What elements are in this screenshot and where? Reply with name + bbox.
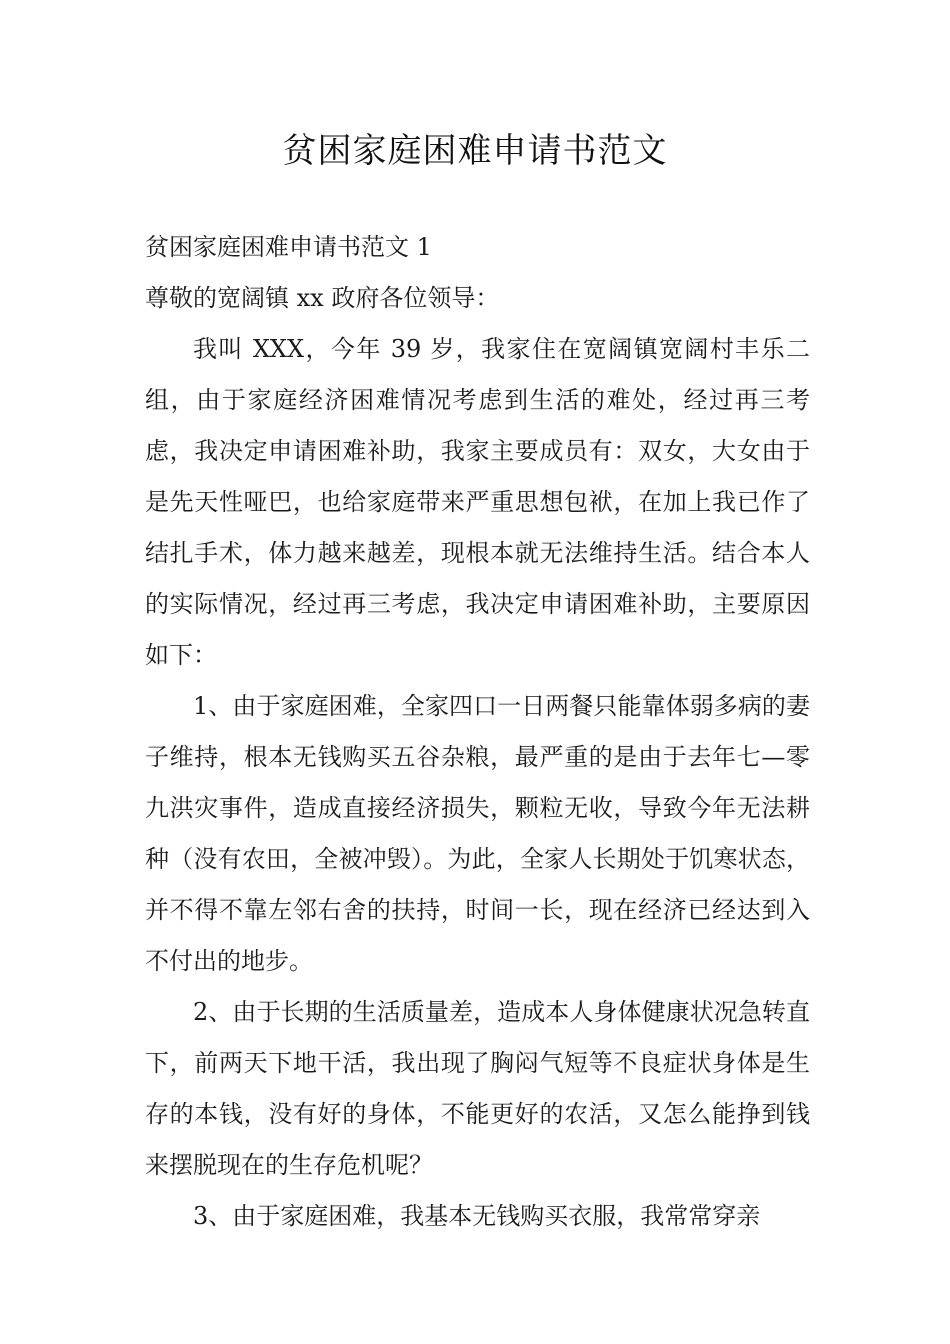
paragraph-reason-1: 1、由于家庭困难，全家四口一日两餐只能靠体弱多病的妻子维持，根本无钱购买五谷杂粮，最严重的是由于去年七—零九洪灾事件，造成直接经济损失，颗粒无收，导致今年无法耕种（没有农田，全被冲毁）。为此，全家人长期处于饥寒状态，并不得不靠左邻右舍的扶持，时间一长，现在经济已经达到入不付出的地步。	[145, 692, 810, 975]
section-heading: 贫困家庭困难申请书范文 1	[145, 233, 432, 261]
document-body	[145, 222, 810, 1242]
salutation: 尊敬的宽阔镇 xx 政府各位领导：	[145, 284, 500, 312]
paragraph-reason-2: 2、由于长期的生活质量差，造成本人身体健康状况急转直下，前两天下地干活，我出现了胸闷气短等不良症状身体是生存的本钱，没有好的身体，不能更好的农活，又怎么能挣到钱来摆脱现在的生存危机呢？	[145, 998, 810, 1179]
paragraph-reason-3: 3、由于家庭困难，我基本无钱购买衣服，我常常穿亲	[193, 1202, 761, 1230]
document-title: 贫困家庭困难申请书范文	[282, 131, 668, 171]
paragraph-intro: 我叫 XXX，今年 39 岁，我家住在宽阔镇宽阔村丰乐二组，由于家庭经济困难情况考虑到生活的难处，经过再三考虑，我决定申请困难补助，我家主要成员有：双女，大女由于是先天性哑巴，也给家庭带来严重思想包袱，在加上我已作了结扎手术，体力越来越差，现根本就无法维持生活。结合本人的实际情况，经过再三考虑，我决定申请困难补助，主要原因如下：	[145, 335, 810, 669]
